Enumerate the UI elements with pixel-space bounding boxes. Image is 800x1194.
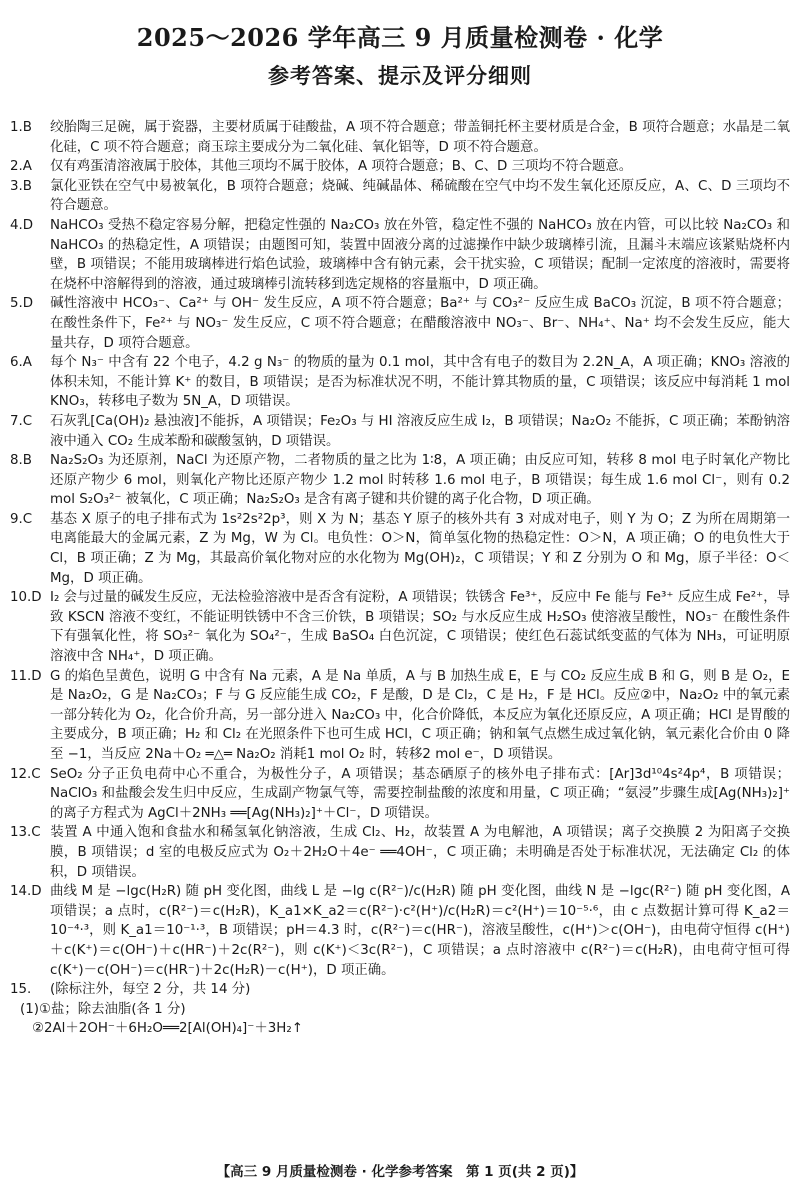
answer-number: 1.B [10, 120, 32, 135]
answer-item [10, 157, 790, 177]
answer-text: SeO₂ 分子正负电荷中心不重合，为极性分子，A 项错误；基态硒原子的核外电子排布式：[Ar]3d¹⁰4s²4p⁴，B 项错误；NaClO₃ 和盐酸会发生归中反应，生成副产物氯气等，需要控制盐酸的浓度和用量，C 项正确；“氨浸”步骤生成[Ag(NH₃)₂]⁺ 的离子方程式为 AgCl＋2NH₃ ══[Ag(NH₃)₂]⁺＋Cl⁻，D 项错误。 [50, 766, 790, 821]
answer-number: 15. [10, 982, 32, 998]
answer-item [10, 216, 790, 294]
answer-item [10, 667, 790, 765]
answer-number: 14.D [10, 884, 42, 900]
answer-number: 2.A [10, 159, 32, 175]
answer-item [10, 353, 790, 412]
answer-text: 每个 N₃⁻ 中含有 22 个电子，4.2 g N₃⁻ 的物质的量为 0.1 mol，其中含有电子的数目为 2.2N_A，A 项正确；KNO₃ 溶液的体积未知，不能计算 K⁺ 的数目，B 项错误；是否为标准状况不明，不能计算其物质的量，C 项错误；该反应中每消耗 1 mol KNO₃，转移电子数为 5N_A，D 项错误。 [50, 355, 790, 410]
answer-item [10, 588, 790, 666]
answer-text: 曲线 M 是 −lgc(H₂R) 随 pH 变化图，曲线 L 是 −lg c(R²⁻)/c(H₂R) 随 pH 变化图，曲线 N 是 −lgc(R²⁻) 随 pH 变化图，A 项错误；a 点时，c(R²⁻)＝c(H₂R)，K_a1×K_a2＝c(R²⁻)·c²(H⁺)/c(H₂R)＝c²(H⁺)＝10⁻⁵·⁶，由 c 点数据计算可得 K_a2＝10⁻⁴·³，则 K_a1＝10⁻¹·³，B 项错误；pH＝4.3 时，c(R²⁻)＝c(HR⁻)，溶液呈酸性，c(H⁺)＞c(OH⁻)，由电荷守恒得 c(H⁺)＋c(K⁺)＝c(OH⁻)＋c(HR⁻)＋2c(R²⁻)，则 c(K⁺)＜3c(R²⁻)，C 项错误；a 点时溶液中 c(R²⁻)＝c(H₂R)，由电荷守恒可得 c(K⁺)－c(OH⁻)＝c(HR⁻)＋2c(H₂R)－c(H⁺)，D 项正确。 [50, 884, 790, 978]
answer-text: G 的焰色呈黄色，说明 G 中含有 Na 元素，A 是 Na 单质，A 与 B 加热生成 E，E 与 CO₂ 反应生成 B 和 G，则 B 是 O₂，E 是 Na₂O₂，G 是 Na₂CO₃；F 与 G 反应能生成 CO₂，F 是酸，D 是 Cl₂，C 是 H₂，F 是 HCl。反应②中，Na₂O₂ 中的氧元素一部分转化为 O₂，化合价升高，另一部分进入 Na₂CO₃ 中，化合价降低，本反应为氧化还原反应，A 项正确；HCl 是胃酸的主要成分，B 项正确；H₂ 和 Cl₂ 在光照条件下也可生成 HCl，C 项正确；钠和氧气点燃生成过氧化钠，氧元素化合价由 0 降至 −1，当反应 2Na＋O₂ ═△═ Na₂O₂ 消耗1 mol O₂ 时，转移2 mol e⁻，D 项错误。 [50, 668, 790, 762]
answer-number: 3.B [10, 178, 32, 194]
answer-text: 基态 X 原子的电子排布式为 1s²2s²2p³，则 X 为 N；基态 Y 原子的核外共有 3 对成对电子，则 Y 为 O；Z 为所在周期第一电离能最大的金属元素，Z 为 Mg，W 为 Cl。电负性：O＞N，简单氢化物的热稳定性：O＞N，A 项正确；O 的电负性大于 Cl，B 项正确；Z 为 Mg，其最高价氧化物对应的水化物为 Mg(OH)₂，C 项错误；Y 和 Z 分别为 O 和 Mg，原子半径：O＜Mg，D 项正确。 [50, 511, 790, 586]
answer-text: 装置 A 中通入饱和食盐水和稀氢氧化钠溶液，生成 Cl₂、H₂，故装置 A 为电解池，A 项错误；离子交换膜 2 为阳离子交换膜，B 项错误；d 室的电极反应式为 O₂＋2H₂O＋4e⁻ ══4OH⁻，C 项正确；未明确是否处于标准状况，无法确定 Cl₂ 的体积，D 项错误。 [50, 825, 790, 880]
answer-text: 仅有鸡蛋清溶液属于胶体，其他三项均不属于胶体，A 项符合题意；B、C、D 三项均不符合题意。 [50, 159, 633, 175]
answer-item [10, 118, 790, 157]
answer-number: 7.C [10, 413, 33, 429]
answer-item [10, 980, 790, 1000]
answer-text: 石灰乳[Ca(OH)₂ 悬浊液]不能拆，A 项错误；Fe₂O₃ 与 HI 溶液反应生成 I₂，B 项错误；Na₂O₂ 不能拆，C 项正确；苯酚钠溶液中通入 CO₂ 生成苯酚和碳酸氢钠，D 项错误。 [50, 413, 790, 449]
answer-item [10, 765, 790, 824]
answer-item [10, 451, 790, 510]
answer-list [10, 118, 790, 1039]
sub-answer-equation: ②2Al＋2OH⁻＋6H₂O══2[Al(OH)₄]⁻＋3H₂↑ [32, 1021, 303, 1037]
answer-item [10, 412, 790, 451]
answer-number: 6.A [10, 355, 32, 371]
answer-text: 绞胎陶三足碗，属于瓷器，主要材质属于硅酸盐，A 项不符合题意；带盖铜托杯主要材质是合金，B 项符合题意；水晶是二氧化硅，C 项不符合题意；商玉琮主要成分为二氧化硅、氧化铝等，D 项不符合题意。 [50, 120, 790, 155]
answer-item [10, 294, 790, 353]
answer-number: 11.D [10, 668, 42, 684]
answer-number: 12.C [10, 766, 41, 782]
answer-item [10, 177, 790, 216]
answer-number: 13.C [10, 825, 41, 841]
page-subtitle: 参考答案、提示及评分细则 [268, 63, 532, 88]
answer-text: 碱性溶液中 HCO₃⁻、Ca²⁺ 与 OH⁻ 发生反应，A 项不符合题意；Ba²⁺ 与 CO₃²⁻ 反应生成 BaCO₃ 沉淀，B 项不符合题意；在酸性条件下，Fe²⁺ 与 NO₃⁻ 发生反应，C 项不符合题意；在醋酸溶液中 NO₃⁻、Br⁻、NH₄⁺、Na⁺ 均不会发生反应，能大量共存，D 项符合题意。 [50, 296, 790, 351]
answer-item [10, 882, 790, 980]
answer-item [10, 510, 790, 588]
answer-number: 10.D [10, 590, 42, 606]
answer-text: 氯化亚铁在空气中易被氧化，B 项符合题意；烧碱、纯碱晶体、稀硫酸在空气中均不发生氧化还原反应，A、C、D 三项均不符合题意。 [50, 178, 790, 214]
answer-number: 5.D [10, 296, 34, 312]
page-title: 2025～2026 学年高三 9 月质量检测卷 · 化学 [136, 23, 664, 52]
answer-text: I₂ 会与过量的碱发生反应，无法检验溶液中是否含有淀粉，A 项错误；铁锈含 Fe³⁺，反应中 Fe 能与 Fe³⁺ 反应生成 Fe²⁺，导致 KSCN 溶液不变红，不能证明铁锈中不含三价铁，B 项错误；SO₂ 与水反应生成 H₂SO₃ 使溶液呈酸性，NO₃⁻ 在酸性条件下有强氧化性，将 SO₃²⁻ 氧化为 SO₄²⁻，生成 BaSO₄ 白色沉淀，C 项错误；使红色石蕊试纸变蓝的气体为 NH₃，可证明原溶液中含 NH₄⁺，D 项正确。 [50, 590, 790, 665]
answer-number: 9.C [10, 511, 33, 527]
answer-text: NaHCO₃ 受热不稳定容易分解，把稳定性强的 Na₂CO₃ 放在外管，稳定性不强的 NaHCO₃ 放在内管，可以比较 Na₂CO₃ 和 NaHCO₃ 的热稳定性，A 项错误；由题图可知，装置中固液分离的过滤操作中缺少玻璃棒引流，且漏斗末端应该紧贴烧杯内壁，B 项错误；不能用玻璃棒进行焰色试验，玻璃棒中含有钠元素，会干扰实验，C 项错误；配制一定浓度的溶液时，需要将在烧杯中溶解得到的溶液，通过玻璃棒引流转移到选定规格的容量瓶中，D 项正确。 [50, 217, 790, 292]
answer-number: 8.B [10, 453, 32, 469]
page-footer: 【高三 9 月质量检测卷 · 化学参考答案 第 1 页(共 2 页)】 [216, 1164, 584, 1180]
answer-number: 4.D [10, 217, 34, 233]
answer-item [10, 823, 790, 882]
answer-text: (除标注外，每空 2 分，共 14 分) [50, 982, 251, 998]
answer-text: Na₂S₂O₃ 为还原剂，NaCl 为还原产物，二者物质的量之比为 1∶8，A 项正确；由反应可知，转移 8 mol 电子时氧化产物比还原产物少 6 mol，则氧化产物比还原产物少 1.2 mol 时转移 1.6 mol 电子，B 项错误；每生成 1.6 mol Cl⁻，则有 0.2 mol S₂O₃²⁻ 被氧化，C 项正确；Na₂S₂O₃ 是含有离子键和共价键的离子化合物，D 项正确。 [50, 453, 790, 508]
sub-answer-line: (1)①盐；除去油脂(各 1 分) [20, 1001, 186, 1017]
